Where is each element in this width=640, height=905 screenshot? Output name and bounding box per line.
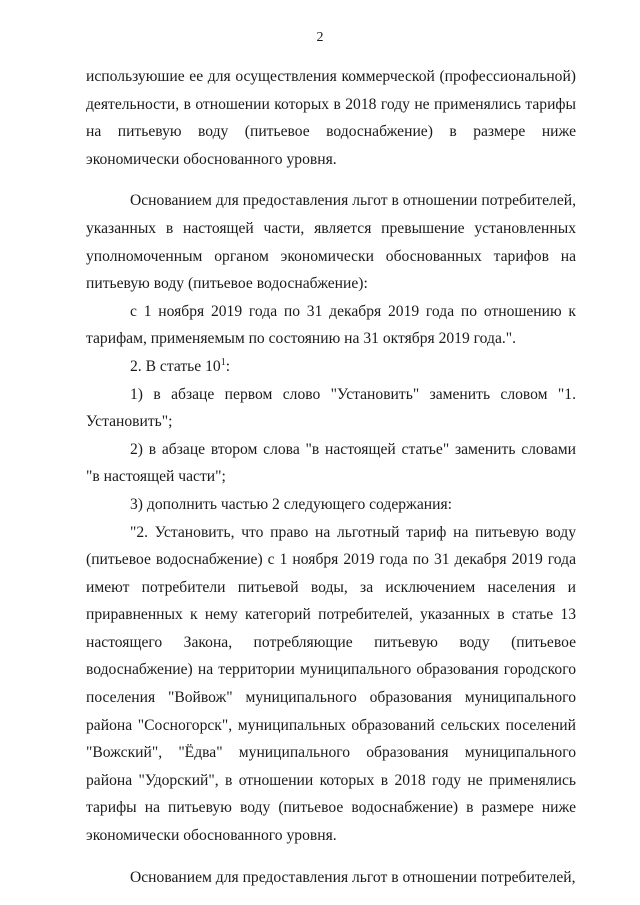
paragraph-8: "2. Установить, что право на льготный тариф на питьевую воду (питьевое водоснабжение) с 1 ноября 2019 года по 31 декабря 2019 года имеют потребители питьевой воды, за исключением населения и приравненных к нему категорий потребителей, указанных в статье 13 настоящего Закона, потребляющие питьевую воду (питьевое водоснабжение) на территории муниципального образования городского поселения "Войвож" муниципального образования муниципального района "Сосногорск", муниципальных образований сельских поселений "Вожский", "Ёдва" муниципального образования муниципального района "Удорский", в отношении которых в 2018 году не применялись тарифы на питьевую воду (питьевое водоснабжение) в размере ниже экономически обоснованного уровня. — [86, 523, 576, 845]
page-number: 2 — [316, 30, 324, 45]
article-superscript: 1 — [220, 356, 226, 368]
paragraph-6: 2) в абзаце втором слова "в настоящей статье" заменить словами "в настоящей части"; — [86, 440, 576, 486]
paragraph-4 — [86, 353, 576, 381]
paragraph-5: 1) в абзаце первом слово "Установить" заменить словом "1. Установить"; — [86, 385, 576, 431]
article-reference: 2. В статье 10 — [130, 357, 221, 375]
paragraph-1: используюшие ее для осуществления коммерческой (профессиональной) деятельности, в отношении которых в 2018 году не применялись тарифы на питьевую воду (питьевое водоснабжение) в размере ниже экономически обоснованного уровня. — [86, 68, 576, 168]
document-body — [86, 63, 576, 891]
paragraph-2: Основанием для предоставления льгот в отношении потребителей, указанных в настоящей части, является превышение установленных уполномоченным органом экономически обоснованных тарифов на питьевую воду (питьевое водоснабжение): — [86, 192, 576, 293]
paragraph-9: Основанием для предоставления льгот в отношении потребителей, — [130, 868, 576, 886]
paragraph-3: с 1 ноября 2019 года по 31 декабря 2019 года по отношению к тарифам, применяемым по состоянию на 31 октября 2019 года.". — [86, 302, 576, 348]
article-colon: : — [225, 357, 231, 375]
paragraph-7: 3) дополнить частью 2 следующего содержания: — [130, 495, 452, 513]
